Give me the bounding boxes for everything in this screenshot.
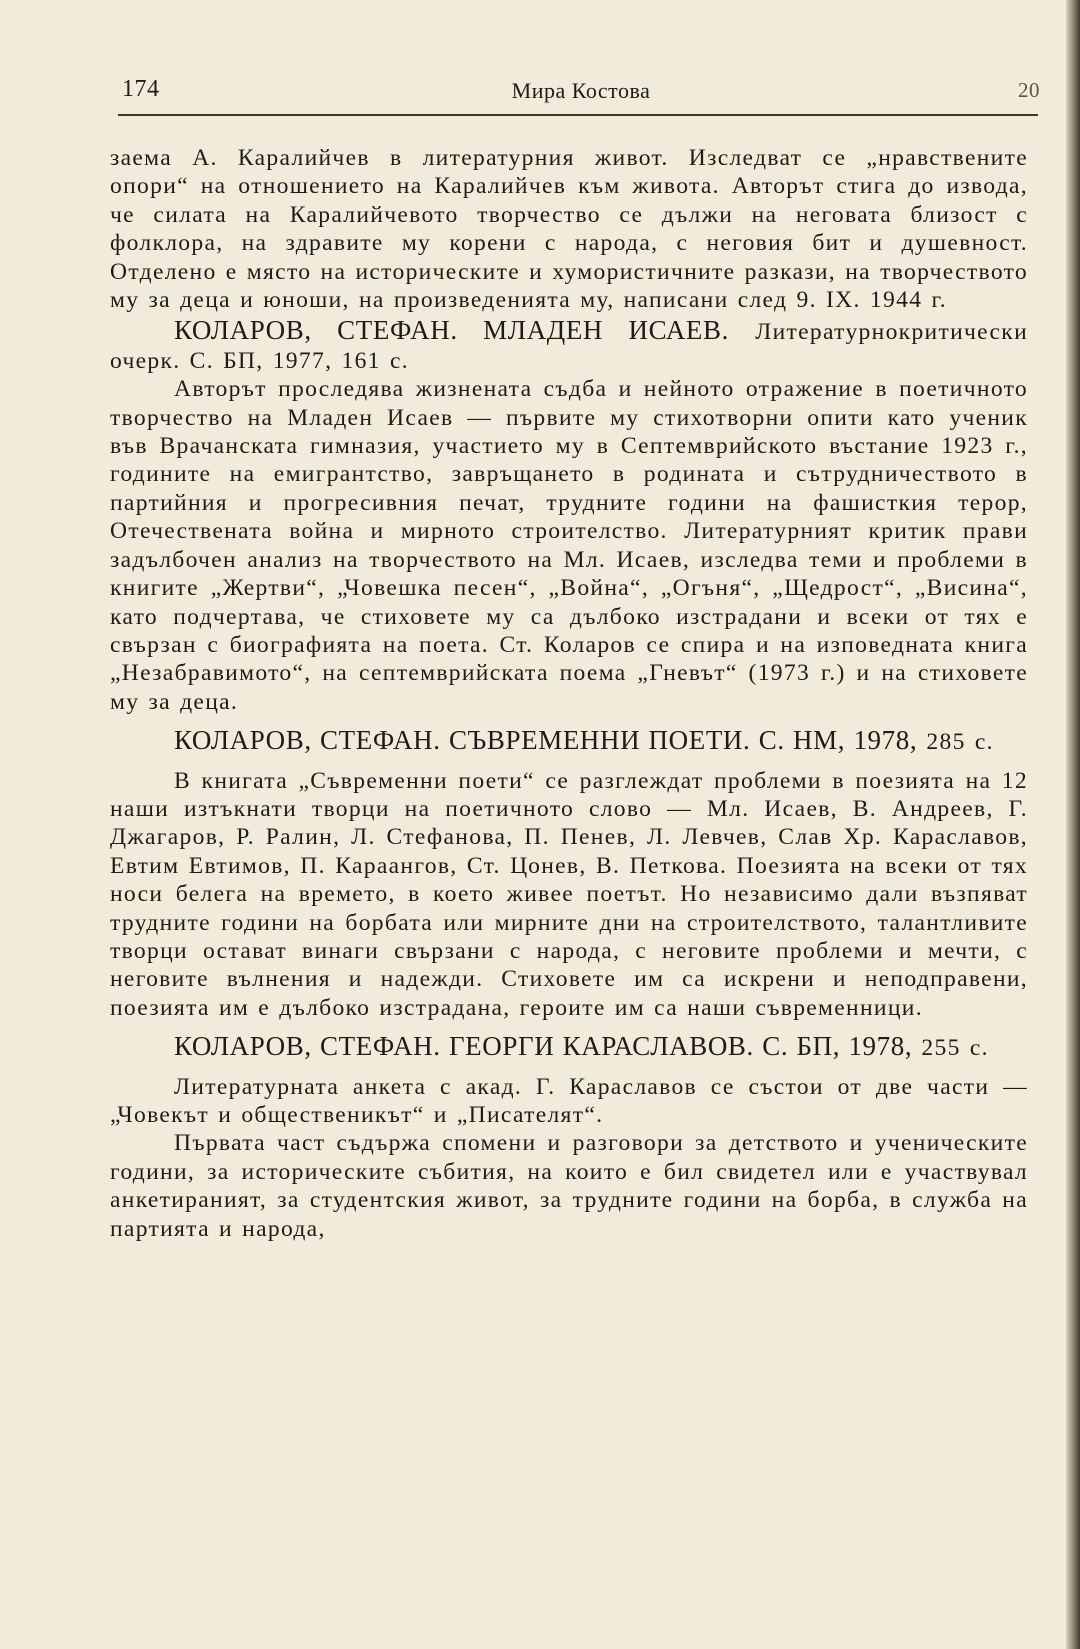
entry-heading: КОЛАРОВ, СТЕФАН. ГЕОРГИ КАРАСЛАВОВ. С. БП, 1978,: [174, 1031, 913, 1062]
entry-annotation-continued: Първата част съдържа спомени и разговори за детството и ученическите години, за историческите събития, на които е бил свидетел или е участвувал анкетираният, за студентския живот, за трудните години на борба, в служба на партията и народа,: [110, 1130, 1028, 1242]
bibliography-entry: [110, 1032, 1028, 1062]
page-edge-shadow: [1066, 0, 1080, 1649]
bibliography-entry: [110, 726, 1028, 756]
page-number: 174: [122, 76, 160, 102]
entry-heading: КОЛАРОВ, СТЕФАН. СЪВРЕМЕННИ ПОЕТИ. С. НМ, 1978,: [174, 725, 918, 756]
header-rule: [118, 114, 1038, 116]
entry-annotation: Литературната анкета с акад. Г. Караславов се състои от две части — „Човекът и общественикът“ и „Писателят“.: [110, 1073, 1028, 1128]
entry-details: 285 с.: [926, 729, 994, 756]
entry-annotation: В книгата „Съвременни поети“ се разглеждат проблеми в поезията на 12 наши изтъкнати творци на поетичното слово — Мл. Исаев, В. Андреев, Г. Джагаров, Р. Ралин, Л. Стефанова, П. Пенев, Л. Левчев, Слав Хр. Караславов, Евтим Евтимов, П. Караангов, Ст. Цонев, В. Петкова. Поезията на всеки от тях носи белега на времето, в което живее поетът. Но независимо дали възпяват трудните години на борбата или мирните дни на строителството, талантливите творци остават винаги свързани с народа, с неговите проблеми и мечти, с неговите вълнения и надежди. Стиховете им са искрени и неподправени, поезията им е дълбоко изстрадана, героите им са наши съвременници.: [110, 767, 1028, 1021]
header-right-number: 20: [1018, 78, 1040, 102]
bibliography-entry: [110, 316, 1028, 375]
entry-details: Литературнокритически очерк. С. БП, 1977, 161 с.: [110, 319, 1028, 374]
entry-annotation: Авторът проследява жизнената съдба и нейното отражение в поетичното творчество на Младен Исаев — първите му стихотворни опити като ученик във Врачанската гимназия, участието му в Септемврийското въстание 1923 г., годините на емигрантство, завръщането в родината и сътрудничеството в партийния и прогресивния печат, трудните години на фашисткия терор, Отечествената война и мирното строителство. Литературният критик прави задълбочен анализ на творчеството на Мл. Исаев, изследва теми и проблеми в книгите „Жертви“, „Човешка песен“, „Война“, „Огъня“, „Щедрост“, „Висина“, като подчертава, че стиховете му са дълбоко изстрадани и всеки от тях е свързан с биографията на поета. Ст. Коларов се спира и на изповедната книга „Незабравимото“, на септемврийската поема „Гневът“ (1973 г.) и на стиховете му за деца.: [110, 376, 1028, 715]
paragraph-continuation: заема А. Каралийчев в литературния живот. Изследват се „нравствените опори“ на отношението на Каралийчев към живота. Авторът стига до извода, че силата на Каралийчевото творчество се дължи на неговата близост с фолклора, на здравите му корени с народа, с неговия бит и душевност. Отделено е място на историческите и хумористичните разкази, на творчеството му за деца и юноши, на произведенията му, написани след 9. IX. 1944 г.: [110, 145, 1028, 314]
running-title: Мира Костова: [511, 78, 651, 103]
page-body: [110, 144, 1028, 1243]
entry-details: 255 с.: [921, 1035, 989, 1062]
page-header: [122, 70, 1040, 110]
entry-heading: КОЛАРОВ, СТЕФАН. МЛАДЕН ИСАЕВ.: [174, 315, 729, 346]
